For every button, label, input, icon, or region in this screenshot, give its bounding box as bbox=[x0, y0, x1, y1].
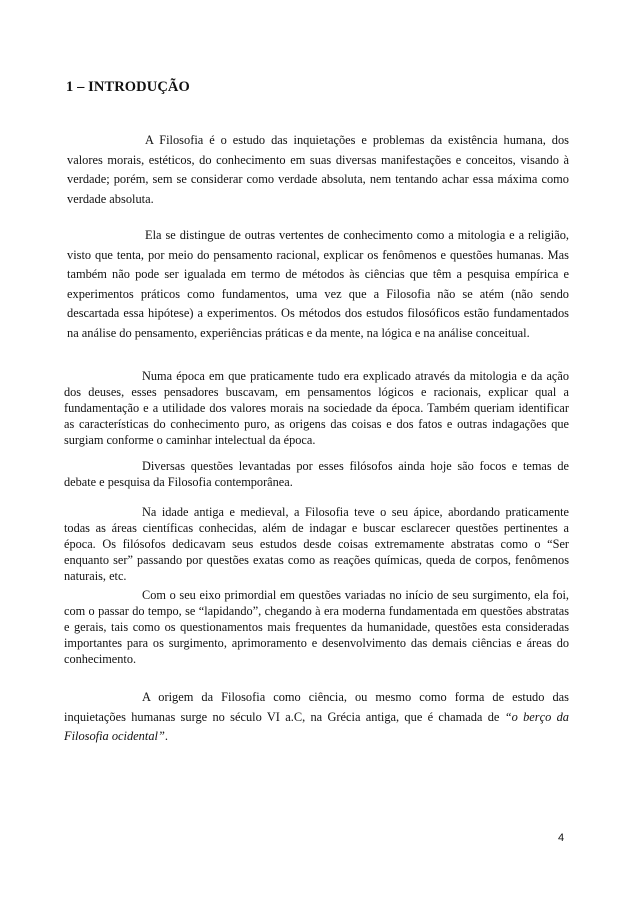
paragraph-5: Na idade antiga e medieval, a Filosofia teve o seu ápice, abordando praticamente todas as áreas científicas conhecidas, além de indagar e buscar esclarecer questões pertinentes a época. Os filósofos dedicavam seus estudos desde coisas extremamente abstratas como o “Ser enquanto ser” passando por questões exatas como as reações químicas, queda de corpos, fenômenos naturais, etc. bbox=[64, 505, 569, 583]
paragraph-4: Diversas questões levantadas por esses filósofos ainda hoje são focos e temas de debate e pesquisa da Filosofia contemporânea. bbox=[64, 459, 569, 489]
paragraph-7 bbox=[64, 688, 569, 747]
paragraph-7-text: A origem da Filosofia como ciência, ou mesmo como forma de estudo das inquietações humanas surge no século VI a.C, na Grécia antiga, que é chamada de bbox=[64, 690, 569, 724]
paragraph-2: Ela se distingue de outras vertentes de conhecimento como a mitologia e a religião, visto que tenta, por meio do pensamento racional, explicar os fenômenos e questões humanas. Mas também não pode ser igualada em termo de métodos às ciências que têm a pesquisa empírica e experimentos práticos como fundamentos, uma vez que a Filosofia não se atém (não sendo descartada essa hipótese) a experimentos. Os métodos dos estudos filosóficos estão fundamentados na análise do pensamento, experiências práticas e da mente, na lógica e na análise conceitual. bbox=[67, 228, 569, 340]
paragraph-6: Com o seu eixo primordial em questões variadas no início de seu surgimento, ela foi, com o passar do tempo, se “lapidando”, chegando à era moderna fundamentada em questões abstratas e gerais, tais como os questionamentos mais frequentes da humanidade, questões esta consideradas importantes para os surgimento, aprimoramento e desenvolvimento das demais ciências e áreas do conhecimento. bbox=[64, 588, 569, 666]
paragraph-3: Numa época em que praticamente tudo era explicado através da mitologia e da ação dos deuses, esses pensadores buscavam, em pensamentos lógicos e racionais, explicar qual a fundamentação e a utilidade dos valores morais na sociedade da época. Também queriam identificar as características do conhecimento puro, as origens das coisas e dos fatos e outras indagações que surgiam conforme o caminhar intelectual da época. bbox=[64, 369, 569, 447]
paragraph-7-end: . bbox=[164, 729, 168, 744]
page-number: 4 bbox=[558, 832, 565, 844]
paragraph-7-quote: “o berço da Filosofia ocidental” bbox=[64, 709, 569, 744]
paragraph-1: A Filosofia é o estudo das inquietações e problemas da existência humana, dos valores morais, estéticos, do conhecimento em suas diversas manifestações e conceitos, visando à verdade; porém, sem se considerar como verdade absoluta, nem tentando achar essa máxima como verdade absoluta. bbox=[67, 133, 569, 206]
section-heading: 1 – INTRODUÇÃO bbox=[66, 79, 190, 95]
